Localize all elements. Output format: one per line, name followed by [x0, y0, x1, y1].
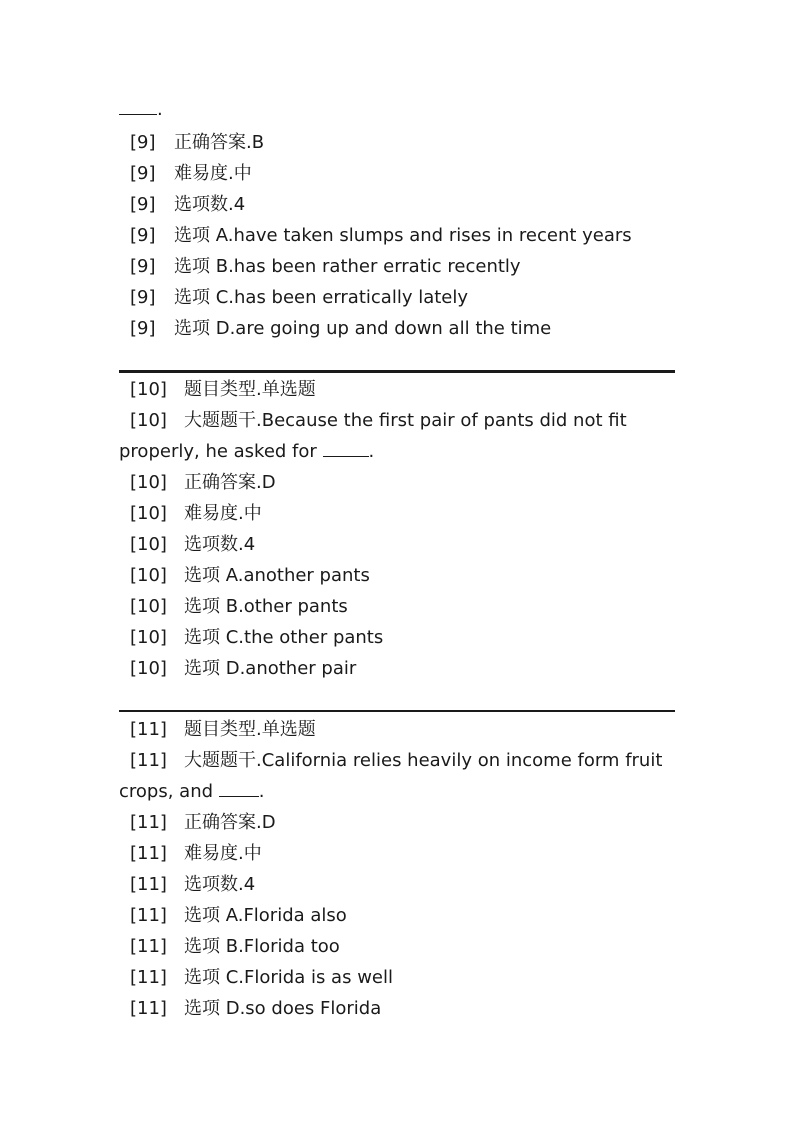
q9-answer: [9] 正确答案.B	[130, 132, 265, 153]
answer-blank	[119, 100, 157, 115]
q11-option-count: [11] 选项数.4	[130, 874, 256, 895]
q9-option-b: [9] 选项 B.has been rather erratic recently	[130, 256, 521, 277]
q10-option-count: [10] 选项数.4	[130, 534, 256, 555]
q10-difficulty: [10] 难易度.中	[130, 503, 262, 524]
q11-option-b: [11] 选项 B.Florida too	[130, 936, 340, 957]
q11-option-a: [11] 选项 A.Florida also	[130, 905, 347, 926]
answer-blank	[323, 442, 369, 457]
q11-type: [11] 题目类型.单选题	[130, 719, 316, 740]
q11-difficulty: [11] 难易度.中	[130, 843, 262, 864]
q9-option-c: [9] 选项 C.has been erratically lately	[130, 287, 469, 308]
q11-answer: [11] 正确答案.D	[130, 812, 276, 833]
q10-answer: [10] 正确答案.D	[130, 472, 276, 493]
q9-stem-tail: .	[119, 98, 163, 122]
q10-type: [10] 题目类型.单选题	[130, 379, 316, 400]
q9-option-d: [9] 选项 D.are going up and down all the time	[130, 318, 552, 339]
q11-option-d: [11] 选项 D.so does Florida	[130, 998, 382, 1019]
q9-option-count: [9] 选项数.4	[130, 194, 246, 215]
section-divider	[119, 710, 675, 712]
q10-stem: [10] 大题题干.Because the first pair of pants did not fit properly, he asked for .	[119, 410, 627, 462]
q9-difficulty: [9] 难易度.中	[130, 163, 252, 184]
q9-option-a: [9] 选项 A.have taken slumps and rises in recent years	[130, 225, 632, 246]
q10-option-b: [10] 选项 B.other pants	[130, 596, 348, 617]
answer-blank	[219, 782, 259, 797]
question-11	[119, 714, 675, 1024]
q10-option-c: [10] 选项 C.the other pants	[130, 627, 384, 648]
question-9-details	[119, 127, 632, 344]
q10-option-a: [10] 选项 A.another pants	[130, 565, 370, 586]
q10-option-d: [10] 选项 D.another pair	[130, 658, 357, 679]
q11-option-c: [11] 选项 C.Florida is as well	[130, 967, 393, 988]
question-10	[119, 374, 675, 684]
section-divider	[119, 370, 675, 373]
q11-stem: [11] 大题题干.California relies heavily on income form fruit crops, and .	[119, 750, 663, 802]
